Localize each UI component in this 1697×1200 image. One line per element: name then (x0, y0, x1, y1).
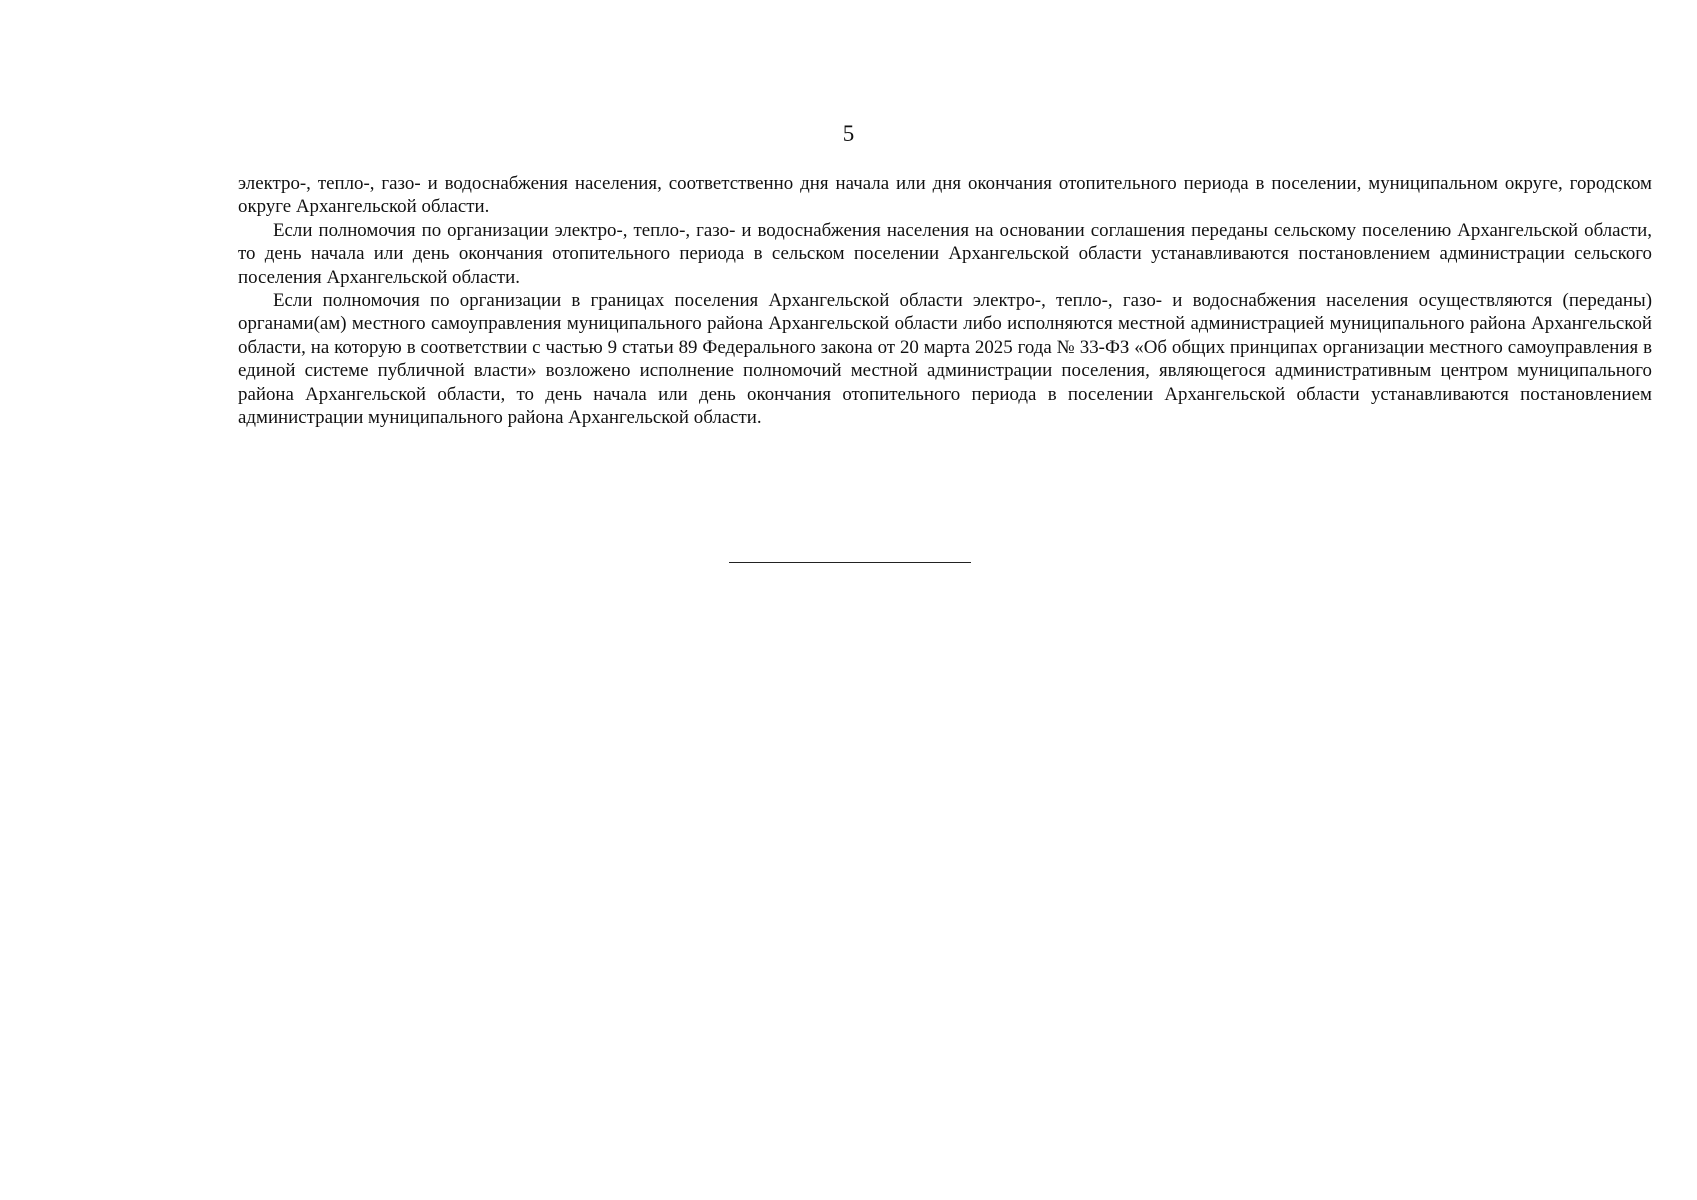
paragraph-rural-settlement: Если полномочия по организации электро-, тепло-, газо- и водоснабжения населения на основании соглашения переданы сельскому поселению Архангельской области, то день начала или день окончания отопительного периода в сельском поселении Архангельской области устанавливаются постановлением администрации сельского поселения Архангельской области. (238, 219, 1652, 288)
paragraph-continuation: электро-, тепло-, газо- и водоснабжения населения, соответственно дня начала или дня окончания отопительного периода в поселении, муниципальном округе, городском округе Архангельской области. (238, 173, 1652, 218)
document-body (238, 172, 1652, 429)
page-number: 5 (842, 121, 855, 146)
paragraph-municipal-district: Если полномочия по организации в границах поселения Архангельской области электро-, тепло-, газо- и водоснабжения населения осуществляются (переданы) органами(ам) местного самоуправления муниципального района Архангельской области либо исполняются местной администрацией муниципального района Архангельской области, на которую в соответствии с частью 9 статьи 89 Федерального закона от 20 марта 2025 года № 33-ФЗ «Об общих принципах организации местного самоуправления в единой системе публичной власти» возложено исполнение полномочий местной администрации поселения, являющегося административным центром муниципального района Архангельской области, то день начала или день окончания отопительного периода в поселении Архангельской области устанавливаются постановлением администрации муниципального района Архангельской области. (238, 290, 1652, 429)
end-of-document-rule (729, 562, 971, 563)
